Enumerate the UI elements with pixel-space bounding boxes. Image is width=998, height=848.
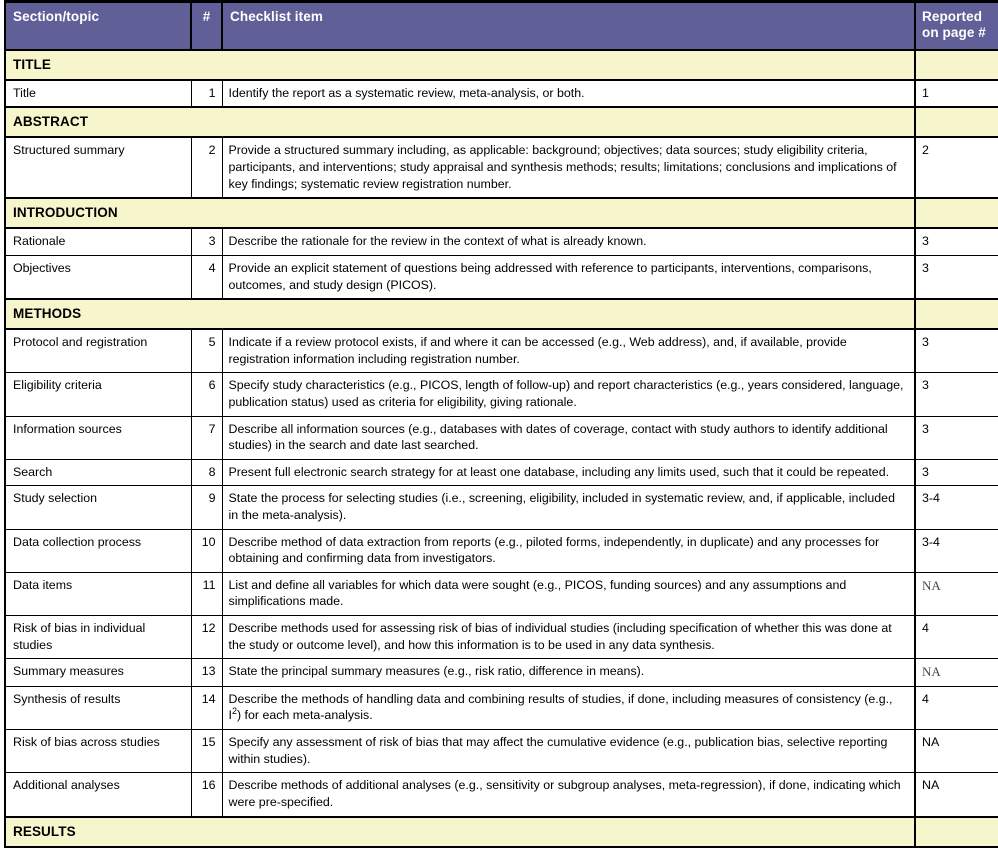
cell-section-topic: Study selection <box>5 486 191 529</box>
reported-label-line1: Reported <box>922 9 983 24</box>
cell-section-topic: Objectives <box>5 255 191 299</box>
checklist-item-row <box>5 80 998 108</box>
reported-page-value: 3 <box>922 335 929 350</box>
checklist-item-row <box>5 773 998 817</box>
checklist-item-row <box>5 255 998 299</box>
cell-item-number: 16 <box>191 773 222 817</box>
cell-item-number: 8 <box>191 459 222 486</box>
section-band-label: ABSTRACT <box>5 107 915 137</box>
cell-section-topic: Synthesis of results <box>5 686 191 729</box>
checklist-item-row <box>5 529 998 572</box>
section-band-row <box>5 107 998 137</box>
cell-item-number: 7 <box>191 416 222 459</box>
checklist-item-row <box>5 686 998 729</box>
cell-checklist-item: List and define all variables for which data were sought (e.g., PICOS, funding sources) and any assumptions and simplifications made. <box>222 572 915 615</box>
cell-section-topic: Data items <box>5 572 191 615</box>
reported-page-value: NA <box>922 577 941 593</box>
cell-reported-page <box>915 373 998 416</box>
checklist-item-row <box>5 730 998 773</box>
cell-reported-page <box>915 255 998 299</box>
reported-page-value: 4 <box>922 621 929 636</box>
cell-item-number: 10 <box>191 529 222 572</box>
cell-checklist-item: Indicate if a review protocol exists, if and where it can be accessed (e.g., Web address), and, if available, provide registration information including registration number. <box>222 329 915 373</box>
cell-item-number: 13 <box>191 659 222 687</box>
cell-section-topic: Risk of bias in individual studies <box>5 616 191 659</box>
reported-page-value: NA <box>922 735 940 750</box>
checklist-item-row <box>5 616 998 659</box>
prisma-checklist-table <box>4 0 998 848</box>
checklist-item-row <box>5 659 998 687</box>
cell-checklist-item: Describe the methods of handling data and combining results of studies, if done, including measures of consistency (e.g., $I^2$) for each meta-analysis. <box>222 686 915 729</box>
cell-checklist-item: Provide an explicit statement of questions being addressed with reference to participants, interventions, comparisons, outcomes, and study design (PICOS). <box>222 255 915 299</box>
section-band-row <box>5 299 998 329</box>
cell-checklist-item: Provide a structured summary including, as applicable: background; objectives; data sources; study eligibility criteria, participants, and interventions; study appraisal and synthesis methods; results; limitations; conclusions and implications of key findings; systematic review registration number. <box>222 137 915 198</box>
cell-reported-page <box>915 616 998 659</box>
section-band-page-cell <box>915 198 998 228</box>
checklist-item-row <box>5 329 998 373</box>
cell-reported-page <box>915 329 998 373</box>
reported-page-value: 2 <box>922 143 929 158</box>
cell-checklist-item: Describe all information sources (e.g., databases with dates of coverage, contact with study authors to identify additional studies) in the search and date last searched. <box>222 416 915 459</box>
cell-section-topic: Rationale <box>5 228 191 255</box>
cell-reported-page <box>915 80 998 108</box>
section-band-page-cell <box>915 817 998 847</box>
checklist-item-row <box>5 416 998 459</box>
section-band-row <box>5 817 998 847</box>
cell-reported-page <box>915 686 998 729</box>
section-band-label: INTRODUCTION <box>5 198 915 228</box>
cell-section-topic: Search <box>5 459 191 486</box>
cell-reported-page <box>915 659 998 687</box>
section-band-row <box>5 198 998 228</box>
reported-page-value: NA <box>922 664 941 680</box>
cell-reported-page <box>915 572 998 615</box>
cell-checklist-item: Describe method of data extraction from reports (e.g., piloted forms, independently, in duplicate) and any processes for obtaining and confirming data from investigators. <box>222 529 915 572</box>
cell-checklist-item: Describe methods used for assessing risk of bias of individual studies (including specification of whether this was done at the study or outcome level), and how this information is to be used in any data synthesis. <box>222 616 915 659</box>
cell-item-number: 4 <box>191 255 222 299</box>
section-band-page-cell <box>915 299 998 329</box>
reported-page-value: 3 <box>922 260 929 275</box>
cell-item-number: 2 <box>191 137 222 198</box>
cell-section-topic: Data collection process <box>5 529 191 572</box>
cell-checklist-item: Describe the rationale for the review in the context of what is already known. <box>222 228 915 255</box>
checklist-item-row <box>5 486 998 529</box>
cell-checklist-item: Specify any assessment of risk of bias that may affect the cumulative evidence (e.g., publication bias, selective reporting within studies). <box>222 730 915 773</box>
cell-item-number: 15 <box>191 730 222 773</box>
reported-page-value: 3 <box>922 464 929 479</box>
cell-checklist-item: Present full electronic search strategy for at least one database, including any limits used, such that it could be repeated. <box>222 459 915 486</box>
table-header <box>5 2 998 50</box>
cell-section-topic: Title <box>5 80 191 108</box>
checklist-item-row <box>5 137 998 198</box>
cell-item-number: 9 <box>191 486 222 529</box>
reported-page-value: NA <box>922 778 940 793</box>
reported-page-value: 3-4 <box>922 534 940 549</box>
cell-reported-page <box>915 529 998 572</box>
cell-section-topic: Protocol and registration <box>5 329 191 373</box>
checklist-item-row <box>5 572 998 615</box>
cell-item-number: 1 <box>191 80 222 108</box>
section-band-page-cell <box>915 107 998 137</box>
cell-item-number: 5 <box>191 329 222 373</box>
checklist-item-row <box>5 228 998 255</box>
checklist-item-row <box>5 373 998 416</box>
cell-section-topic: Summary measures <box>5 659 191 687</box>
column-header-checklist-item: Checklist item <box>222 2 915 50</box>
cell-reported-page <box>915 228 998 255</box>
table-body <box>5 50 998 847</box>
section-band-row <box>5 50 998 80</box>
cell-section-topic: Information sources <box>5 416 191 459</box>
cell-item-number: 12 <box>191 616 222 659</box>
section-band-label: TITLE <box>5 50 915 80</box>
cell-reported-page <box>915 773 998 817</box>
cell-checklist-item: State the process for selecting studies (i.e., screening, eligibility, included in systematic review, and, if applicable, included in the meta-analysis). <box>222 486 915 529</box>
header-row <box>5 2 998 50</box>
reported-label-line2: on page # <box>922 24 986 40</box>
reported-page-value: 3 <box>922 378 929 393</box>
cell-item-number: 6 <box>191 373 222 416</box>
cell-reported-page <box>915 730 998 773</box>
cell-reported-page <box>915 486 998 529</box>
cell-item-number: 3 <box>191 228 222 255</box>
cell-checklist-item: Identify the report as a systematic review, meta-analysis, or both. <box>222 80 915 108</box>
reported-page-value: 3-4 <box>922 491 940 506</box>
reported-page-value: 3 <box>922 421 929 436</box>
cell-section-topic: Structured summary <box>5 137 191 198</box>
cell-item-number: 11 <box>191 572 222 615</box>
reported-page-value: 3 <box>922 234 929 249</box>
cell-checklist-item: State the principal summary measures (e.g., risk ratio, difference in means). <box>222 659 915 687</box>
column-header-reported-on-page <box>915 2 998 50</box>
cell-item-number: 14 <box>191 686 222 729</box>
reported-page-value: 4 <box>922 691 929 706</box>
column-header-section: Section/topic <box>5 2 191 50</box>
cell-reported-page <box>915 137 998 198</box>
column-header-number: # <box>191 2 222 50</box>
cell-section-topic: Additional analyses <box>5 773 191 817</box>
reported-page-value: 1 <box>922 85 929 100</box>
section-band-page-cell <box>915 50 998 80</box>
section-band-label: METHODS <box>5 299 915 329</box>
cell-reported-page <box>915 416 998 459</box>
cell-checklist-item: Specify study characteristics (e.g., PICOS, length of follow-up) and report characteristics (e.g., years considered, language, publication status) used as criteria for eligibility, giving rationale. <box>222 373 915 416</box>
section-band-label: RESULTS <box>5 817 915 847</box>
cell-checklist-item: Describe methods of additional analyses (e.g., sensitivity or subgroup analyses, meta-regression), if done, indicating which were pre-specified. <box>222 773 915 817</box>
cell-reported-page <box>915 459 998 486</box>
cell-section-topic: Risk of bias across studies <box>5 730 191 773</box>
checklist-item-row <box>5 459 998 486</box>
cell-section-topic: Eligibility criteria <box>5 373 191 416</box>
